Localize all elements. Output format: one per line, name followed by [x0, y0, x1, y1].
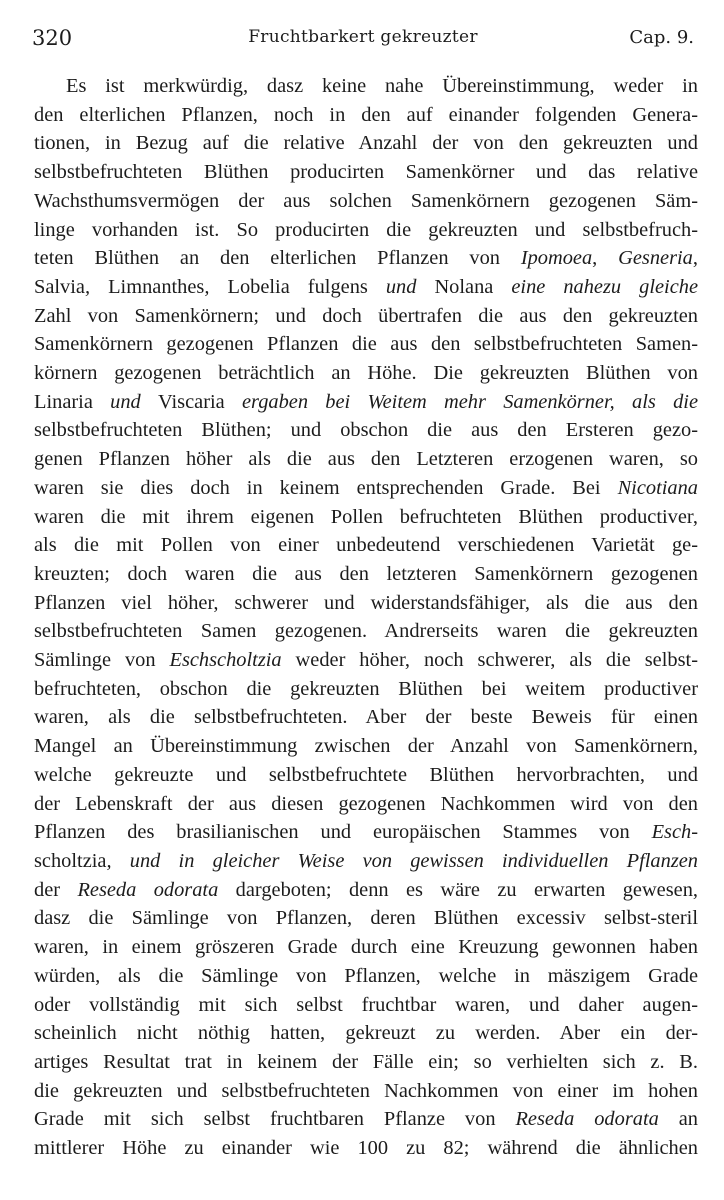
text-run: Nolana: [434, 275, 494, 298]
text-line: [34, 1105, 698, 1134]
text-run: selbstbefruchteten Samen gezogenen. Andrerseits waren die gekreuzten: [34, 620, 698, 643]
text-run: Limnanthes: [108, 275, 205, 298]
text-run: kreuzten; doch waren die aus den letzteren Samenkörnern gezogenen: [34, 562, 698, 585]
text-line: [34, 761, 698, 790]
text-line: [34, 876, 698, 905]
text-run: Pflanzen viel höher, schwerer und widerstandsfähiger, als die aus den: [34, 591, 698, 614]
text-line: [34, 1077, 698, 1106]
text-line: [34, 158, 698, 187]
italic-taxon: , und in gleicher Weise von gewissen individuellen Pflanzen: [106, 849, 698, 872]
text-run: welche gekreuzte und selbstbefruchtete Blüthen hervorbrachten, und: [34, 763, 698, 786]
text-line: [34, 617, 698, 646]
text-line: [34, 101, 698, 130]
text-line: [34, 646, 698, 675]
text-line: [34, 503, 698, 532]
body-paragraph: [34, 72, 698, 1163]
text-run: ,: [692, 247, 698, 270]
text-line: [34, 818, 698, 847]
text-line: [34, 1048, 698, 1077]
text-line: [34, 732, 698, 761]
italic-taxon: eine nahezu gleiche: [493, 275, 698, 298]
text-run: dasz die Sämlinge von Pflanzen, deren Blüthen excessiv selbst-steril: [34, 907, 698, 930]
text-run: Mangel an Übereinstimmung zwischen der Anzahl von Samenkörnern,: [34, 735, 698, 758]
text-line: [34, 790, 698, 819]
italic-taxon: ,: [204, 275, 228, 298]
text-run: Grade mit sich selbst fruchtbaren Pflanze von: [34, 1108, 516, 1131]
text-run: befruchteten, obschon die gekreuzten Blüthen bei weitem productiver: [34, 677, 698, 700]
text-line: [34, 330, 698, 359]
italic-taxon: Ipomoea: [520, 247, 593, 270]
text-run: Samenkörnern gezogenen Pflanzen die aus den selbstbefruchteten Samen-: [34, 333, 698, 356]
text-line: [34, 273, 698, 302]
text-run: Lobelia fulgens: [227, 275, 368, 298]
text-run: Wachsthumsvermögen der aus solchen Samenkörnern gezogenen Säm-: [34, 189, 698, 212]
text-line: [34, 129, 698, 158]
italic-taxon: Esch-: [651, 821, 698, 844]
text-run: die gekreuzten und selbstbefruchteten Nachkommen von einer im hohen: [34, 1079, 698, 1102]
page-header: [32, 26, 694, 66]
italic-taxon: Reseda odorata: [515, 1108, 659, 1131]
text-run: den elterlichen Pflanzen, noch in den auf einander folgenden Genera-: [34, 103, 698, 126]
text-line: [34, 474, 698, 503]
text-line: [34, 216, 698, 245]
italic-taxon: Eschscholtzia: [169, 649, 282, 672]
italic-taxon: ,: [84, 275, 109, 298]
text-run: an: [658, 1108, 698, 1131]
text-run: artiges Resultat trat in keinem der Fälle ein; so verhielten sich z. B.: [34, 1050, 698, 1073]
text-run: linge vorhanden ist. So producirten die gekreuzten und selbstbefruch-: [34, 218, 698, 241]
text-run: Es ist merkwürdig, dasz keine nahe Übereinstimmung, weder in: [66, 75, 698, 97]
text-run: mittlerer Höhe zu einander wie 100 zu 82; während die ähnlichen: [34, 1137, 698, 1160]
text-run: teten Blüthen an den elterlichen Pflanzen von: [34, 247, 521, 270]
text-line: [34, 531, 698, 560]
text-run: der Lebenskraft der aus diesen gezogenen Nachkommen wird von den: [34, 792, 698, 815]
text-run: selbstbefruchteten Blüthen producirten Samenkörner und das relative: [34, 161, 698, 184]
text-line: [34, 589, 698, 618]
text-run: tionen, in Bezug auf die relative Anzahl der von den gekreuzten und: [34, 132, 698, 155]
text-run: waren die mit ihrem eigenen Pollen befruchteten Blüthen productiver,: [34, 505, 698, 528]
text-run: Linaria: [34, 390, 93, 413]
text-run: dargeboten; denn es wäre zu erwarten gewesen,: [218, 878, 699, 901]
page-number: 320: [32, 26, 73, 50]
text-run: Viscaria: [158, 390, 225, 413]
text-line: [34, 933, 698, 962]
text-run: der: [34, 878, 78, 901]
text-run: körnern gezogenen beträchtlich an Höhe. Die gekreuzten Blüthen von: [34, 362, 698, 385]
text-line: [34, 187, 698, 216]
text-run: Zahl von Samenkörnern; und doch übertrafen die aus den gekreuzten: [34, 304, 698, 327]
text-line: [34, 1019, 698, 1048]
text-line: [34, 904, 698, 933]
text-line: [34, 359, 698, 388]
text-run: Salvia: [34, 275, 85, 298]
text-line: [34, 703, 698, 732]
text-line: [34, 675, 698, 704]
italic-taxon: und: [367, 275, 435, 298]
text-run: würden, als die Sämlinge von Pflanzen, welche in mäszigem Grade: [34, 964, 698, 987]
text-run: scholtzia: [34, 849, 107, 872]
text-line: [34, 244, 698, 273]
text-line: [34, 560, 698, 589]
text-run: oder vollständig mit sich selbst fruchtbar waren, und daher augen-: [34, 993, 698, 1016]
text-line: [34, 388, 698, 417]
text-run: weder höher, noch schwerer, als die selbst-: [281, 649, 698, 672]
text-run: ,: [592, 247, 619, 270]
text-run: Pflanzen des brasilianischen und europäischen Stammes von: [34, 821, 652, 844]
italic-taxon: Nicotiana: [617, 476, 698, 499]
text-run: als die mit Pollen von einer unbedeutend verschiedenen Varietät ge-: [34, 534, 698, 557]
italic-taxon: Reseda odorata: [77, 878, 219, 901]
text-line: [34, 991, 698, 1020]
text-line: [34, 962, 698, 991]
text-line: [34, 416, 698, 445]
text-line: [34, 1134, 698, 1163]
text-run: waren, in einem gröszeren Grade durch eine Kreuzung gewonnen haben: [34, 936, 698, 959]
text-line: [34, 72, 698, 101]
text-run: Sämlinge von: [34, 649, 170, 672]
text-run: waren sie dies doch in keinem entsprechenden Grade. Bei: [34, 476, 618, 499]
running-title: Fruchtbarkert gekreuzter: [248, 27, 478, 47]
italic-taxon: ergaben bei Weitem mehr Samenkörner, als die: [224, 390, 698, 413]
text-line: [34, 302, 698, 331]
text-line: [34, 445, 698, 474]
chapter-label: Cap. 9.: [629, 27, 694, 48]
text-run: waren, als die selbstbefruchteten. Aber der beste Beweis für einen: [34, 706, 698, 729]
italic-taxon: Gesneria: [618, 247, 693, 270]
text-run: selbstbefruchteten Blüthen; und obschon die aus den Ersteren gezo-: [34, 419, 698, 442]
text-run: genen Pflanzen höher als die aus den Letzteren erzogenen waren, so: [34, 448, 698, 471]
text-line: [34, 847, 698, 876]
text-run: scheinlich nicht nöthig hatten, gekreuzt zu werden. Aber ein der-: [34, 1022, 698, 1045]
italic-taxon: und: [92, 390, 158, 413]
